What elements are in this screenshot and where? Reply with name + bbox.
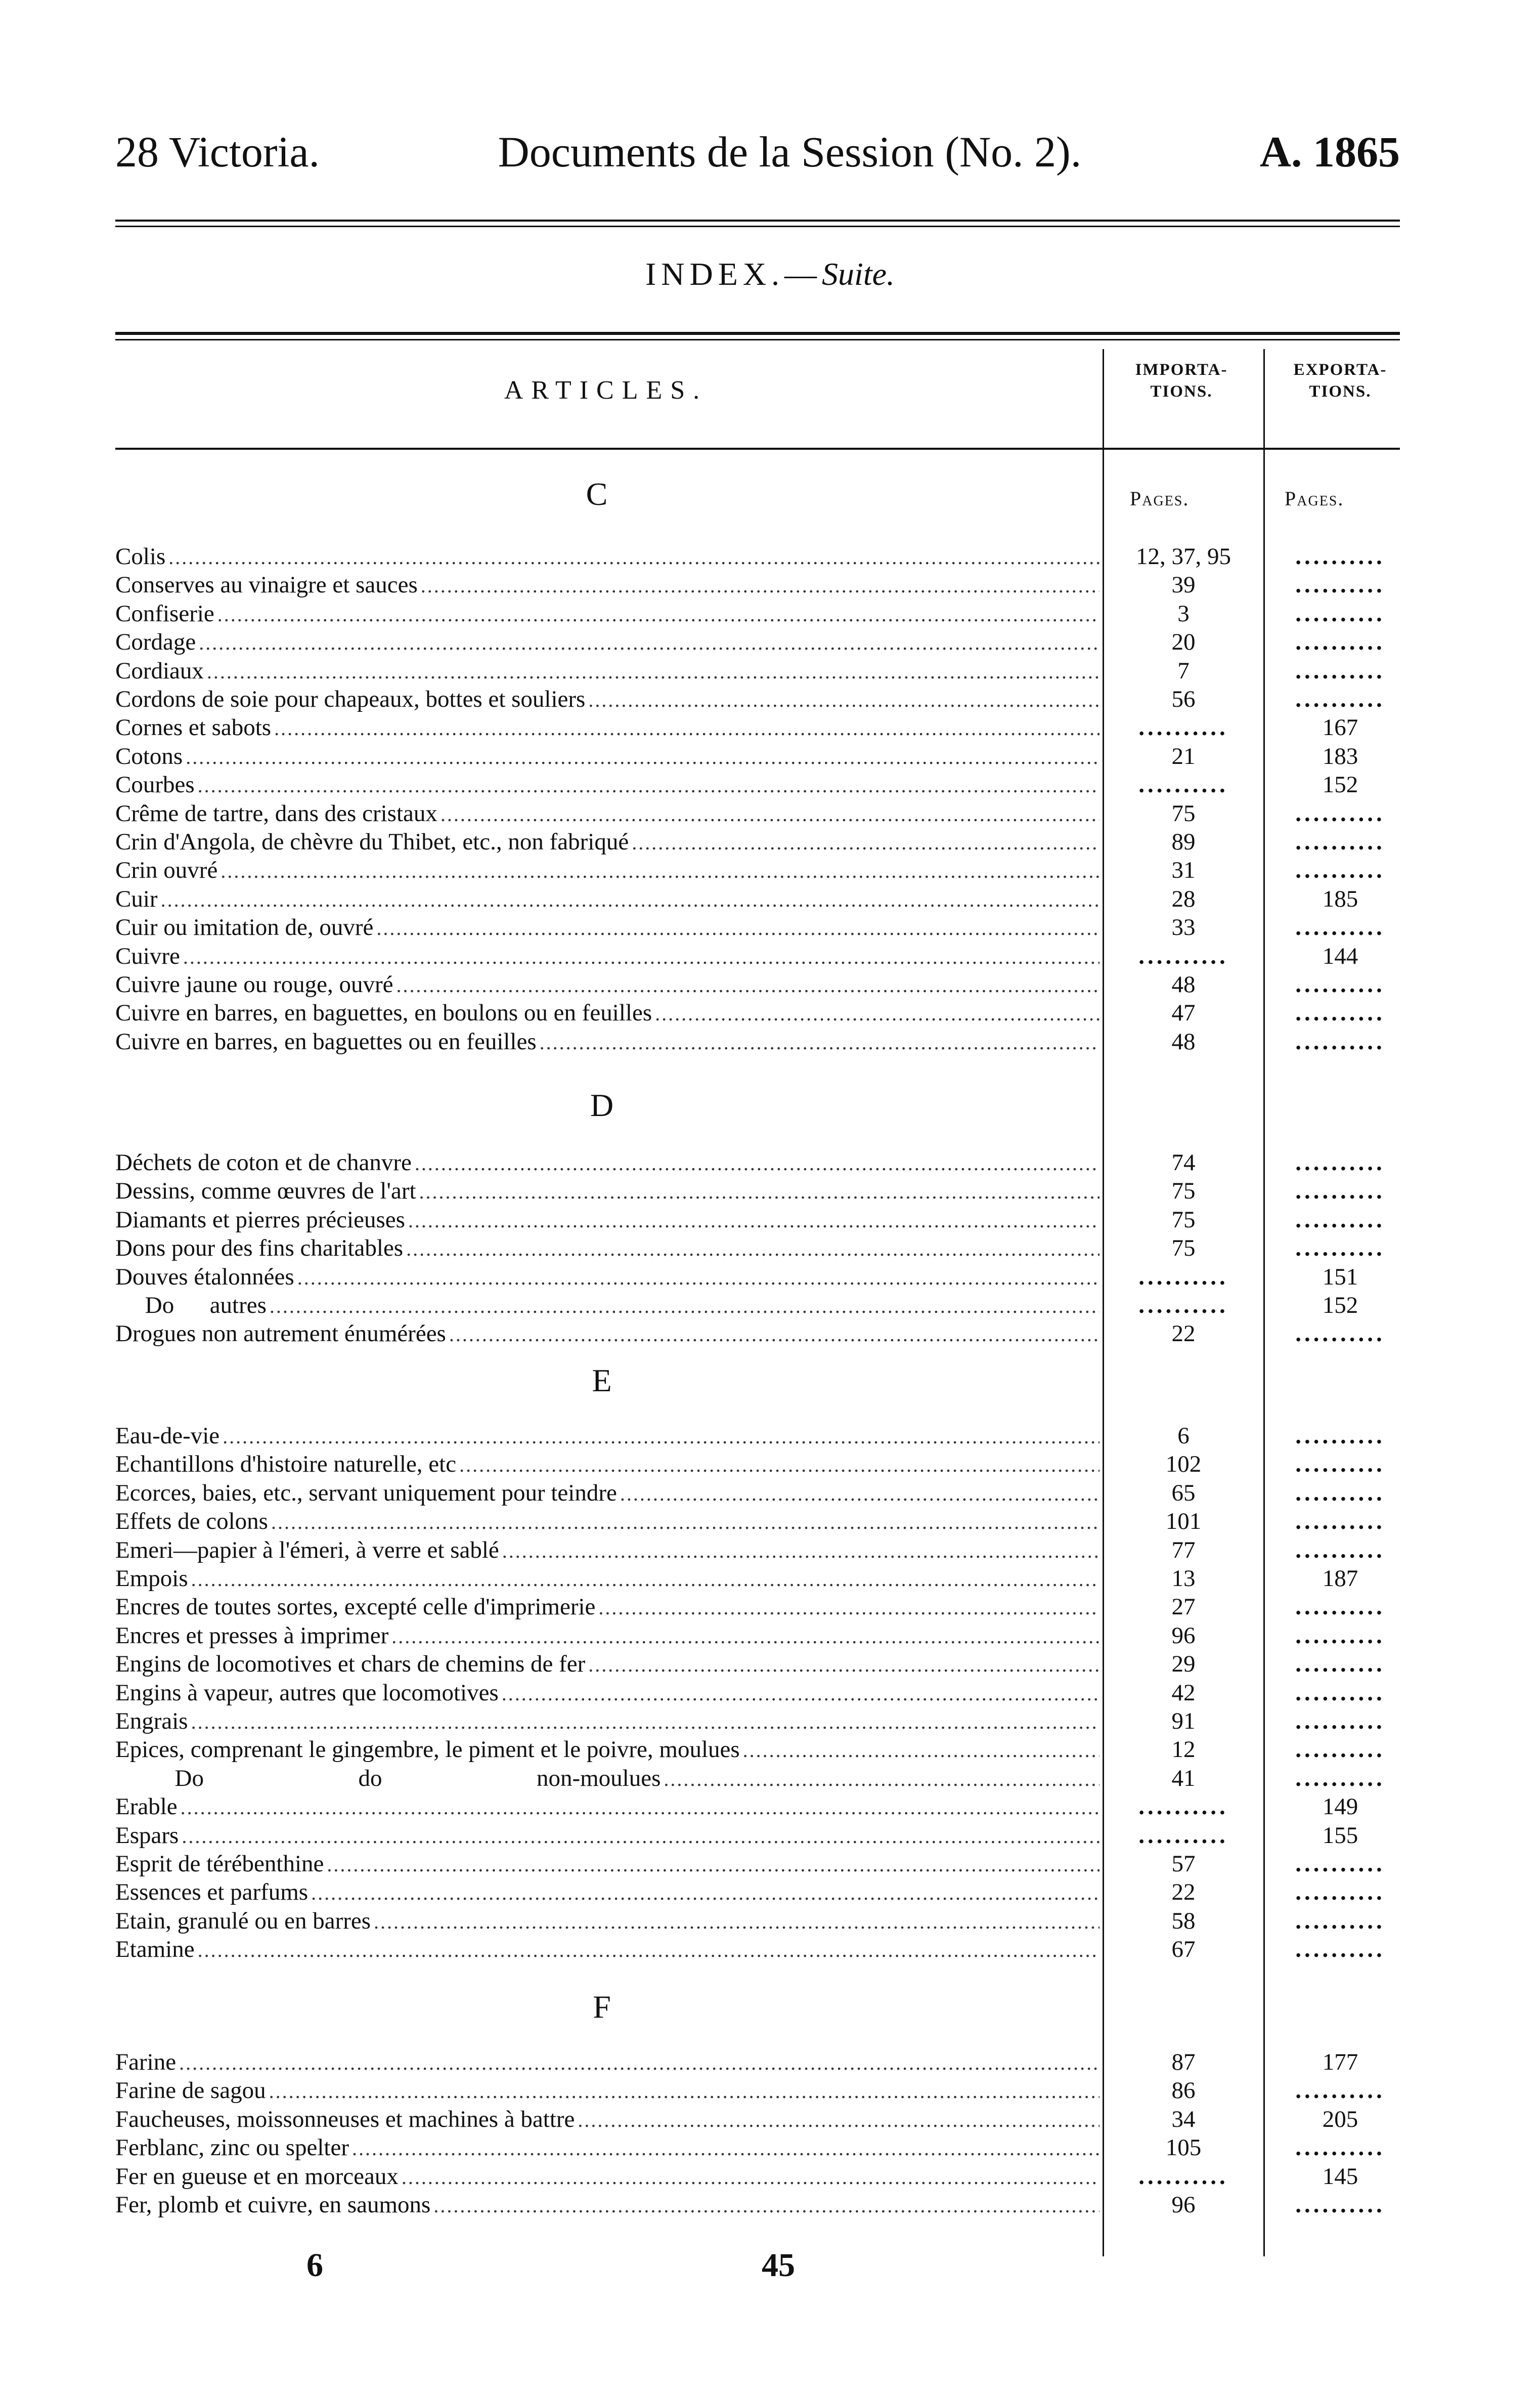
article-label: Cornes et sabots	[115, 714, 272, 741]
index-row	[115, 1536, 1099, 1564]
article-label: Essences et parfums	[115, 1879, 309, 1906]
importations-page-cell: 48	[1171, 971, 1196, 998]
index-row	[115, 942, 1099, 970]
exportations-page-cell: 167	[1322, 714, 1358, 741]
column-header-exportations	[1264, 359, 1416, 403]
exportations-page-cell: 183	[1322, 743, 1358, 769]
index-row	[115, 1206, 1099, 1234]
index-row	[115, 542, 1099, 571]
article-label: Cuivre en barres, en baguettes, en boulons ou en feuilles	[115, 1000, 652, 1026]
importations-page-cell: ..........	[1138, 1822, 1228, 1849]
article-label: Engins de locomotives et chars de chemins de fer	[115, 1651, 586, 1678]
header-title: Documents de la Session (No. 2).	[498, 127, 1082, 176]
importations-page-cell: 105	[1165, 2134, 1202, 2161]
dot-leader	[419, 1178, 1099, 1206]
exportations-page-cell: ..........	[1295, 2192, 1385, 2218]
article-label: Drogues non autrement énumérées	[115, 1320, 446, 1347]
exportations-page-cell: ..........	[1295, 600, 1385, 627]
article-label: Emeri—papier à l'émeri, à verre et sablé	[115, 1536, 499, 1563]
index-row	[115, 1707, 1099, 1735]
exportations-page-cell: ..........	[1295, 1622, 1385, 1649]
dot-leader	[274, 714, 1099, 743]
exportations-page-cell: ..........	[1295, 543, 1385, 570]
exportations-page-cell: ..........	[1295, 1651, 1385, 1678]
footer-page-number: 45	[762, 2247, 795, 2284]
importations-page-cell: 75	[1171, 800, 1196, 827]
article-label: Engins à vapeur, autres que locomotives	[115, 1679, 499, 1706]
dot-leader	[181, 1793, 1099, 1822]
index-row	[115, 1507, 1099, 1535]
importations-page-cell: 102	[1165, 1451, 1202, 1478]
article-label: Conserves au vinaigre et sauces	[115, 572, 418, 598]
importations-page-cell: 91	[1171, 1708, 1196, 1734]
article-label: Ferblanc, zinc ou spelter	[115, 2134, 349, 2161]
index-row	[115, 742, 1099, 771]
exportations-page-cell: ..........	[1295, 1235, 1385, 1262]
index-row	[115, 1821, 1099, 1850]
column-header-articles: ARTICLES.	[504, 376, 708, 405]
index-row	[115, 1735, 1099, 1764]
dot-leader	[459, 1451, 1099, 1479]
index-title-suite: Suite.	[822, 256, 895, 292]
index-row	[115, 1878, 1099, 1906]
index-row	[115, 2133, 1099, 2162]
exportations-page-cell: 152	[1322, 1292, 1358, 1318]
exportations-page-cell: 144	[1322, 943, 1358, 969]
importations-page-cell: 74	[1171, 1149, 1196, 1176]
importations-page-cell: 87	[1171, 2049, 1196, 2075]
dot-leader	[352, 2134, 1099, 2163]
importations-page-cell: 42	[1171, 1679, 1196, 1706]
exportations-page-cell: ..........	[1295, 1451, 1385, 1478]
exportations-page-cell: ..........	[1295, 1907, 1385, 1934]
importations-page-cell: 86	[1171, 2077, 1196, 2104]
importations-page-cell: 20	[1171, 629, 1196, 656]
article-label: Crin d'Angola, de chèvre du Thibet, etc., non fabriqué	[115, 829, 629, 855]
exportations-page-cell: ..........	[1295, 1708, 1385, 1734]
exportations-page-cell: 155	[1322, 1822, 1358, 1849]
importations-page-cell: 39	[1171, 572, 1196, 598]
index-row	[115, 1935, 1099, 1963]
importations-page-cell: ..........	[1138, 1292, 1228, 1318]
dot-leader	[620, 1480, 1099, 1508]
dot-leader	[221, 857, 1099, 885]
dot-leader	[664, 1765, 1099, 1793]
index-row	[115, 1650, 1099, 1678]
index-row	[115, 799, 1099, 828]
index-row	[115, 2048, 1099, 2076]
exportations-page-cell: ..........	[1295, 1765, 1385, 1791]
exportations-page-cell: ..........	[1295, 1206, 1385, 1233]
importations-page-cell: 96	[1171, 1622, 1196, 1649]
dot-leader	[297, 1264, 1099, 1292]
dot-leader	[311, 1879, 1099, 1907]
exportations-page-cell: ..........	[1295, 1736, 1385, 1763]
importations-label-1: IMPORTA-	[1135, 361, 1228, 379]
dot-leader	[598, 1594, 1099, 1622]
dot-leader	[743, 1736, 1099, 1765]
importations-label-2: TIONS.	[1150, 382, 1213, 401]
dot-leader	[441, 800, 1099, 829]
dot-leader	[408, 1207, 1099, 1235]
importations-page-cell: 57	[1171, 1851, 1196, 1877]
importations-page-cell: 58	[1171, 1907, 1196, 1934]
article-label: Echantillons d'histoire naturelle, etc	[115, 1451, 457, 1478]
dot-leader	[588, 686, 1099, 714]
index-row	[115, 856, 1099, 884]
importations-page-cell: ..........	[1138, 943, 1228, 969]
article-label: Déchets de coton et de chanvre	[115, 1149, 412, 1176]
exportations-page-cell: ..........	[1295, 629, 1385, 656]
index-row	[115, 1450, 1099, 1478]
importations-page-cell: 75	[1171, 1178, 1196, 1205]
dot-leader	[374, 1908, 1099, 1936]
dot-leader	[179, 2049, 1099, 2077]
importations-page-cell: 28	[1171, 885, 1196, 912]
exportations-label-2: TIONS.	[1309, 382, 1372, 401]
article-label: Crin ouvré	[115, 857, 218, 884]
dot-leader	[161, 886, 1099, 914]
dot-leader	[199, 629, 1099, 657]
index-row	[115, 1234, 1099, 1262]
index-row	[115, 2162, 1099, 2191]
dot-leader	[449, 1320, 1099, 1349]
importations-page-cell: 12, 37, 95	[1136, 543, 1231, 570]
index-row	[115, 2191, 1099, 2219]
exportations-page-cell: 145	[1322, 2163, 1358, 2190]
importations-page-cell: 21	[1171, 743, 1196, 769]
article-label: Cuivre jaune ou rouge, ouvré	[115, 971, 393, 998]
dot-leader	[223, 1423, 1099, 1451]
exportations-page-cell: ..........	[1295, 1028, 1385, 1055]
dot-leader	[191, 1708, 1099, 1736]
index-row	[115, 713, 1099, 742]
importations-page-cell: ..........	[1138, 772, 1228, 798]
index-title-main: INDEX.—	[645, 256, 822, 292]
article-label: Fer, plomb et cuivre, en saumons	[115, 2192, 431, 2218]
index-row	[115, 1263, 1099, 1291]
index-row	[115, 1479, 1099, 1507]
index-row	[115, 1764, 1099, 1792]
article-label: Engrais	[115, 1708, 188, 1734]
dot-leader	[502, 1537, 1099, 1565]
dot-leader	[271, 1508, 1099, 1536]
importations-page-cell: 33	[1171, 914, 1196, 941]
importations-page-cell: ..........	[1138, 714, 1228, 741]
importations-page-cell: 65	[1171, 1479, 1196, 1506]
article-label: Dons pour des fins charitables	[115, 1235, 404, 1262]
importations-page-cell: 13	[1171, 1565, 1196, 1592]
index-row	[115, 970, 1099, 999]
dot-leader	[588, 1651, 1099, 1679]
importations-page-cell: 29	[1171, 1651, 1196, 1678]
index-row	[115, 1564, 1099, 1593]
importations-page-cell: 48	[1171, 1028, 1196, 1055]
importations-page-cell: 22	[1171, 1320, 1196, 1347]
exportations-page-cell: ..........	[1295, 1320, 1385, 1347]
importations-page-cell: 77	[1171, 1536, 1196, 1563]
dot-leader	[207, 658, 1099, 686]
exportations-page-cell: ..........	[1295, 2134, 1385, 2161]
importations-page-cell: ..........	[1138, 2163, 1228, 2190]
dot-leader	[217, 601, 1099, 629]
importations-page-cell: 27	[1171, 1594, 1196, 1620]
exportations-page-cell: ..........	[1295, 1594, 1385, 1620]
index-row	[115, 1850, 1099, 1878]
article-label: Do autres	[115, 1292, 267, 1318]
article-label: Epices, comprenant le gingembre, le piment et le poivre, moulues	[115, 1736, 740, 1763]
importations-page-cell: 12	[1171, 1736, 1196, 1763]
dot-leader	[406, 1235, 1099, 1263]
exportations-page-cell: 151	[1322, 1263, 1358, 1290]
dot-leader	[502, 1680, 1099, 1708]
article-label: Colis	[115, 543, 166, 570]
dot-leader	[655, 1000, 1099, 1028]
running-header	[115, 126, 1400, 177]
exportations-page-cell: 185	[1322, 885, 1358, 912]
index-row	[115, 771, 1099, 799]
importations-page-cell: 75	[1171, 1235, 1196, 1262]
column-divider-exportations	[1263, 349, 1265, 2256]
index-row	[115, 1177, 1099, 1205]
exportations-page-cell: ..........	[1295, 971, 1385, 998]
importations-page-cell: 31	[1171, 857, 1196, 884]
footer-number-left: 6	[306, 2247, 323, 2284]
article-label: Cuir ou imitation de, ouvré	[115, 914, 374, 941]
exportations-page-cell: ..........	[1295, 857, 1385, 884]
index-row	[115, 1028, 1099, 1056]
exportations-page-cell: 149	[1322, 1793, 1358, 1820]
exportations-page-cell: ..........	[1295, 1149, 1385, 1176]
index-row	[115, 1148, 1099, 1177]
section-letter-f: F	[593, 1989, 611, 2025]
dot-leader	[186, 743, 1099, 772]
exportations-page-cell: ..........	[1295, 1679, 1385, 1706]
importations-page-cell: 3	[1177, 600, 1190, 627]
article-label: Douves étalonnées	[115, 1263, 294, 1290]
index-row	[115, 2076, 1099, 2105]
exportations-page-cell: ..........	[1295, 829, 1385, 855]
index-row	[115, 913, 1099, 941]
exportations-page-cell: ..........	[1295, 1536, 1385, 1563]
dot-leader	[183, 943, 1099, 971]
index-row	[115, 657, 1099, 685]
article-label: Erable	[115, 1793, 178, 1820]
exportations-page-cell: ..........	[1295, 686, 1385, 712]
article-label: Cordiaux	[115, 657, 204, 684]
dot-leader	[396, 971, 1099, 1000]
importations-page-cell: ..........	[1138, 1793, 1228, 1820]
exportations-page-cell: ..........	[1295, 1178, 1385, 1205]
article-label: Farine de sagou	[115, 2077, 266, 2104]
importations-page-cell: 56	[1171, 686, 1196, 712]
index-row	[115, 999, 1099, 1027]
article-label: Empois	[115, 1565, 188, 1592]
article-label: Espars	[115, 1822, 179, 1849]
column-divider-importations	[1103, 349, 1104, 2256]
exportations-page-cell: ..........	[1295, 1000, 1385, 1026]
exportations-page-cell: ..........	[1295, 572, 1385, 598]
exportations-page-cell: ..........	[1295, 1479, 1385, 1506]
importations-page-cell: ..........	[1138, 1263, 1228, 1290]
importations-page-cell: 101	[1165, 1508, 1202, 1535]
exportations-page-cell: ..........	[1295, 2077, 1385, 2104]
header-session-year: 28 Victoria.	[115, 127, 320, 176]
article-label: Do do non-moulues	[115, 1765, 661, 1791]
dot-leader	[198, 772, 1099, 800]
index-row	[115, 1593, 1099, 1621]
index-row	[115, 685, 1099, 713]
article-label: Dessins, comme œuvres de l'art	[115, 1178, 416, 1205]
exportations-page-cell: ..........	[1295, 1936, 1385, 1963]
index-row	[115, 828, 1099, 856]
column-header-rule	[115, 448, 1400, 450]
article-label: Farine	[115, 2049, 177, 2075]
dot-leader	[191, 1565, 1099, 1594]
importations-page-cell: 6	[1177, 1423, 1190, 1449]
index-row	[115, 1291, 1099, 1319]
article-label: Etamine	[115, 1936, 195, 1963]
importations-page-cell: 47	[1171, 1000, 1196, 1026]
importations-page-cell: 96	[1171, 2192, 1196, 2218]
index-row	[115, 1319, 1099, 1348]
dot-leader	[540, 1029, 1099, 1057]
exportations-page-cell: 205	[1322, 2106, 1358, 2132]
exportations-page-cell: 177	[1322, 2049, 1358, 2075]
importations-page-cell: 75	[1171, 1206, 1196, 1233]
index-row	[115, 2105, 1099, 2133]
dot-leader	[415, 1149, 1099, 1178]
dot-leader	[578, 2106, 1099, 2134]
index-row	[115, 600, 1099, 628]
article-label: Diamants et pierres précieuses	[115, 1206, 405, 1233]
article-label: Fer en gueuse et en morceaux	[115, 2163, 399, 2190]
dot-leader	[168, 543, 1099, 572]
article-label: Crême de tartre, dans des cristaux	[115, 800, 437, 827]
exportations-label-1: EXPORTA-	[1293, 361, 1387, 379]
index-row	[115, 1792, 1099, 1821]
exportations-page-cell: ..........	[1295, 1879, 1385, 1906]
importations-page-cell: 41	[1171, 1765, 1196, 1791]
dot-leader	[198, 1936, 1099, 1964]
importations-page-cell: 7	[1177, 657, 1190, 684]
index-row	[115, 885, 1099, 913]
table-rule-top-thin	[115, 339, 1400, 340]
article-label: Faucheuses, moissonneuses et machines à battre	[115, 2106, 575, 2132]
dot-leader	[391, 1622, 1099, 1651]
article-label: Effets de colons	[115, 1508, 268, 1535]
pages-label-exportations: Pages.	[1285, 487, 1344, 510]
article-label: Cordons de soie pour chapeaux, bottes et souliers	[115, 686, 586, 712]
exportations-page-cell: 187	[1322, 1565, 1358, 1592]
article-label: Eau-de-vie	[115, 1423, 220, 1449]
exportations-page-cell: ..........	[1295, 1851, 1385, 1877]
exportations-page-cell: ..........	[1295, 914, 1385, 941]
article-label: Cordage	[115, 629, 196, 656]
dot-leader	[433, 2192, 1099, 2220]
dot-leader	[421, 572, 1099, 600]
importations-page-cell: 22	[1171, 1879, 1196, 1906]
article-label: Courbes	[115, 772, 195, 798]
article-label: Cuivre	[115, 943, 180, 969]
index-title	[0, 255, 1540, 293]
dot-leader	[402, 2163, 1099, 2192]
article-label: Encres de toutes sortes, excepté celle d'imprimerie	[115, 1594, 596, 1620]
index-row	[115, 1422, 1099, 1450]
article-label: Cuivre en barres, en baguettes ou en feuilles	[115, 1028, 537, 1055]
exportations-page-cell: ..........	[1295, 657, 1385, 684]
index-row	[115, 1907, 1099, 1935]
exportations-page-cell: 152	[1322, 772, 1358, 798]
header-year: A. 1865	[1259, 127, 1400, 176]
article-label: Confiserie	[115, 600, 214, 627]
exportations-page-cell: ..........	[1295, 1508, 1385, 1535]
index-row	[115, 628, 1099, 656]
column-header-importations	[1101, 359, 1262, 403]
index-row	[115, 571, 1099, 599]
dot-leader	[182, 1822, 1099, 1851]
article-label: Cuir	[115, 885, 158, 912]
article-label: Etain, granulé ou en barres	[115, 1907, 371, 1934]
importations-page-cell: 89	[1171, 829, 1196, 855]
dot-leader	[269, 2077, 1099, 2106]
importations-page-cell: 67	[1171, 1936, 1196, 1963]
article-label: Ecorces, baies, etc., servant uniquement pour teindre	[115, 1479, 617, 1506]
article-label: Cotons	[115, 743, 183, 769]
article-label: Esprit de térébenthine	[115, 1851, 324, 1877]
table-rule-top	[115, 332, 1400, 335]
section-letter-e: E	[592, 1362, 612, 1398]
dot-leader	[376, 914, 1099, 943]
importations-page-cell: 34	[1171, 2106, 1196, 2132]
pages-label-importations: Pages.	[1130, 487, 1190, 510]
article-label: Encres et presses à imprimer	[115, 1622, 389, 1649]
dot-leader	[327, 1851, 1099, 1879]
dot-leader	[632, 829, 1099, 857]
index-row	[115, 1621, 1099, 1650]
header-rule-bottom	[115, 226, 1400, 227]
index-row	[115, 1679, 1099, 1707]
header-rule-top	[115, 220, 1400, 222]
section-letter-d: D	[590, 1087, 614, 1123]
exportations-page-cell: ..........	[1295, 1423, 1385, 1449]
exportations-page-cell: ..........	[1295, 800, 1385, 827]
dot-leader	[270, 1292, 1099, 1320]
section-letter-c: C	[586, 476, 608, 512]
